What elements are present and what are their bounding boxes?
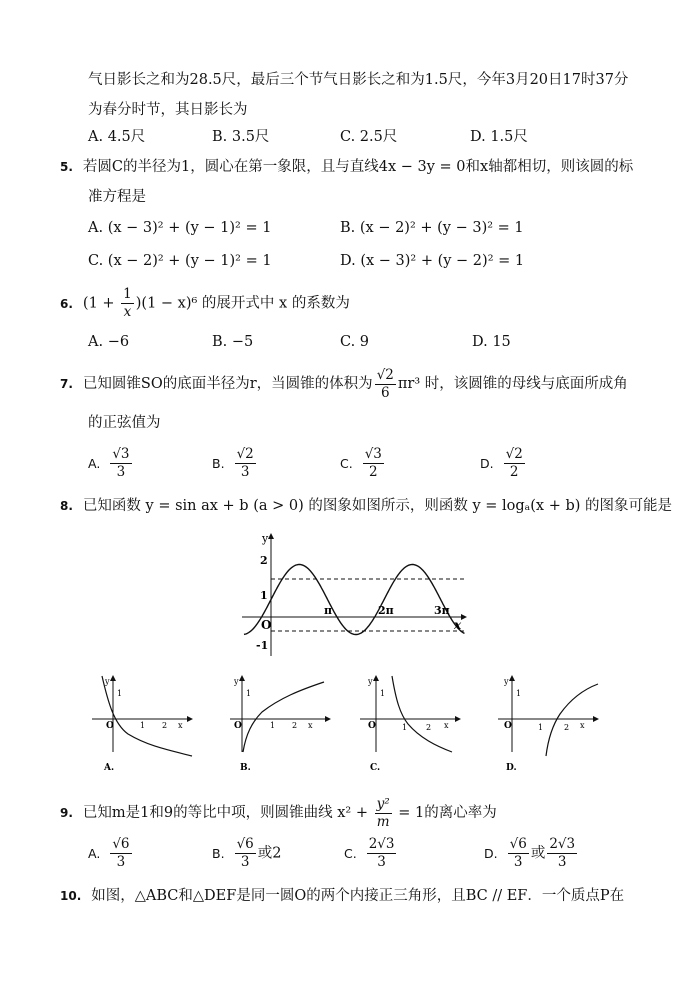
q7-a-den: 3: [116, 464, 126, 480]
graph-a-label: A.: [104, 763, 115, 772]
q6-number: 6.: [60, 296, 73, 311]
sine-curve: [244, 565, 465, 635]
q9-d-tail: 或: [530, 845, 546, 862]
graph-b-origin: O: [234, 721, 242, 731]
q4-option-d: D. 1.5尺: [470, 129, 528, 145]
q4-text-line1: 气日影长之和为28.5尺，最后三个节气日影长之和为1.5尺，今年3月20日17时37分: [88, 72, 629, 88]
q7-option-d: [480, 446, 527, 481]
q9-a-den: 3: [116, 854, 126, 870]
q9-a-frac: [110, 836, 131, 871]
graph-d-label: D.: [506, 763, 517, 772]
q9-b-den: 3: [240, 854, 250, 870]
graph-c-one: 1: [380, 689, 386, 698]
q7-option-b-frac: [235, 446, 256, 481]
graph-b-tick1: 1: [270, 721, 276, 730]
q9-option-a: [88, 836, 134, 871]
q4-text-line2: 为春分时节，其日影长为: [88, 102, 248, 118]
q6-option-b: B. −5: [212, 334, 254, 350]
graph-c-tick1: 1: [402, 723, 408, 732]
graph-b-tick2: 2: [292, 721, 298, 730]
q8-graph-b: [226, 672, 336, 772]
q6-option-d: D. 15: [472, 334, 511, 350]
q5-text-line2: 准方程是: [88, 189, 146, 205]
graph-d-curve: [546, 684, 598, 756]
q5-option-d: D. (x − 3)² + (y − 2)² = 1: [340, 253, 525, 269]
q4-option-c: C. 2.5尺: [340, 129, 398, 145]
q7-option-b: [212, 446, 258, 481]
q7-number: 7.: [60, 377, 73, 391]
q9-option-d: [484, 836, 579, 871]
graph-d-tick2: 2: [564, 723, 570, 732]
q7-stem: [60, 364, 628, 404]
graph-d-one: 1: [516, 689, 522, 698]
graph-d-tick1: 1: [538, 723, 544, 732]
q9-fraction: [375, 796, 392, 831]
q5-option-b: B. (x − 2)² + (y − 3)² = 1: [340, 220, 524, 236]
q6-frac-den: x: [123, 304, 132, 320]
q7-d-num: √2: [505, 446, 523, 462]
main-xtick-2pi: 2π: [378, 604, 394, 617]
graph-a-curve: [102, 676, 192, 756]
q9-d-den1: 3: [513, 854, 523, 870]
q7-c-num: √3: [364, 446, 382, 462]
main-y-label: y: [262, 532, 269, 545]
q9-option-b-label: B.: [212, 845, 225, 861]
q5-option-a: A. (x − 3)² + (y − 1)² = 1: [88, 220, 272, 236]
q8-graph-a: [88, 672, 198, 772]
q7-text-a: 已知圆锥SO的底面半径为r，当圆锥的体积为: [82, 376, 373, 392]
q9-frac-den: m: [376, 813, 390, 830]
graph-b-one: 1: [246, 689, 252, 698]
main-ytick-2: 2: [260, 554, 268, 567]
q8-graph-d: [494, 672, 604, 772]
q9-d-num2: 2√3: [549, 836, 576, 852]
q6-frac-num: 1: [123, 286, 132, 302]
q7-d-den: 2: [509, 464, 519, 480]
q10-text: 如图，△ABC和△DEF是同一圆O的两个内接正三角形，且BC // EF．一个质点P在: [91, 888, 625, 904]
graph-a-y: y: [105, 677, 110, 686]
q9-text-b: = 1的离心率为: [393, 805, 497, 821]
q9-d-frac2: [547, 836, 577, 871]
graph-b-x: x: [308, 721, 313, 730]
graph-c-label: C.: [370, 763, 381, 772]
q4-option-b: B. 3.5尺: [212, 129, 270, 145]
q9-c-num: 2√3: [368, 836, 395, 852]
q5-number: 5.: [60, 160, 73, 174]
graph-c-x: x: [444, 721, 449, 730]
q7-text-line2: 的正弦值为: [88, 415, 161, 431]
graph-c-y: y: [368, 677, 373, 686]
graph-d-origin: O: [504, 721, 512, 731]
graph-c-origin: O: [368, 721, 376, 731]
main-ytick-1: 1: [260, 589, 268, 602]
q9-text-a: 已知m是1和9的等比中项，则圆锥曲线 x² +: [82, 805, 373, 821]
q5-stem: [60, 157, 633, 177]
q9-frac-num: y²: [376, 795, 390, 812]
q9-b-frac: [235, 836, 256, 871]
graph-a-one: 1: [117, 689, 123, 698]
graph-a-x: x: [178, 721, 183, 730]
q9-option-c-label: C.: [344, 845, 357, 861]
q9-a-num: √6: [112, 836, 130, 852]
q7-option-a: [88, 446, 134, 481]
q9-option-c: [344, 836, 398, 871]
q7-b-num: √2: [236, 446, 254, 462]
graph-b-curve: [243, 682, 324, 752]
q9-option-b: [212, 836, 282, 871]
main-xtick-pi: π: [324, 604, 333, 617]
q5-option-c: C. (x − 2)² + (y − 1)² = 1: [88, 253, 272, 269]
q7-option-c: [340, 446, 386, 481]
q7-option-c-label: C.: [340, 455, 353, 471]
q7-frac-num: √2: [376, 366, 394, 383]
q4-option-a: A. 4.5尺: [88, 129, 146, 145]
q9-d-frac1: [508, 836, 529, 871]
q9-stem: [60, 794, 497, 832]
q7-option-a-label: A.: [88, 455, 101, 471]
q5-text-line1: 若圆C的半径为1，圆心在第一象限，且与直线4x − 3y = 0和x轴都相切，则该圆的标: [82, 159, 634, 175]
q6-stem: [60, 286, 350, 321]
graph-b-label: B.: [240, 763, 251, 772]
q7-option-d-label: D.: [480, 455, 494, 471]
q7-frac-den: 6: [380, 384, 390, 401]
q7-text-b: πr³ 时，该圆锥的母线与底面所成角: [397, 376, 628, 392]
q8-main-graph: [236, 528, 476, 660]
q6-option-c: C. 9: [340, 334, 370, 350]
q9-b-num: √6: [236, 836, 254, 852]
graph-c-tick2: 2: [426, 723, 432, 732]
q8-text: 已知函数 y = sin ax + b (a > 0) 的图象如图所示，则函数 y = logₐ(x + b) 的图象可能是: [82, 498, 673, 514]
q7-c-den: 2: [369, 464, 378, 480]
q8-graph-c: [356, 672, 466, 772]
q10-number: 10.: [60, 889, 82, 903]
q6-post: )(1 − x)⁶ 的展开式中 x 的系数为: [135, 295, 350, 312]
q6-fraction: [121, 286, 134, 321]
q6-pre: (1 +: [82, 295, 120, 312]
main-xtick-3pi: 3π: [434, 604, 450, 617]
q9-c-den: 3: [377, 854, 386, 870]
q7-a-num: √3: [112, 446, 130, 462]
q6-option-a: A. −6: [88, 334, 130, 350]
q9-option-d-label: D.: [484, 845, 498, 861]
q9-d-num1: √6: [509, 836, 527, 852]
graph-d-x: x: [580, 721, 585, 730]
graph-b-y: y: [234, 677, 239, 686]
main-x-label: x: [454, 618, 462, 632]
q7-b-den: 3: [240, 464, 250, 480]
main-origin: O: [261, 618, 272, 632]
graph-a-tick2: 2: [162, 721, 168, 730]
q7-option-c-frac: [363, 446, 384, 481]
graph-a-tick1: 1: [140, 721, 146, 730]
q7-option-a-frac: [110, 446, 131, 481]
q8-stem: [60, 496, 672, 516]
q7-option-d-frac: [504, 446, 525, 481]
q9-b-tail: 或2: [257, 845, 282, 862]
q9-option-a-label: A.: [88, 845, 101, 861]
q7-fraction: [375, 367, 396, 402]
q8-number: 8.: [60, 499, 73, 513]
q9-c-frac: [367, 836, 397, 871]
graph-c-curve: [392, 676, 452, 752]
graph-d-y: y: [504, 677, 509, 686]
q9-d-den2: 3: [557, 854, 567, 870]
q7-option-b-label: B.: [212, 455, 225, 471]
main-ytick-neg1: -1: [256, 639, 269, 652]
q9-number: 9.: [60, 806, 73, 820]
q10-stem: [60, 886, 624, 906]
graph-a-origin: O: [106, 721, 114, 731]
